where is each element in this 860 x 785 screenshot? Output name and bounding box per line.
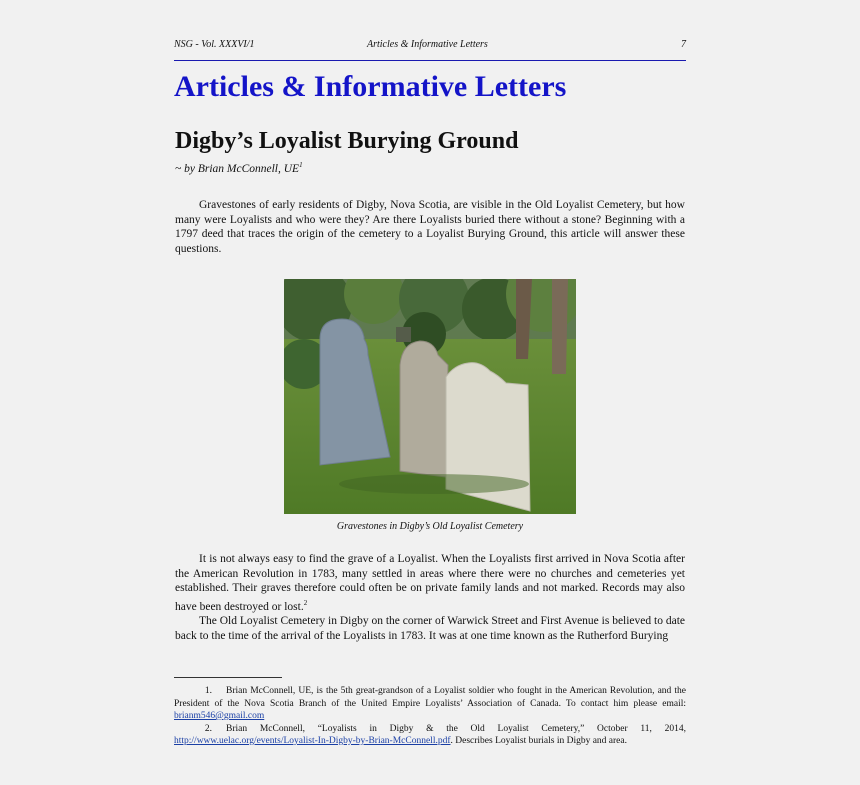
article-title: Digby’s Loyalist Burying Ground (175, 128, 519, 154)
running-header (174, 39, 686, 53)
byline-footnote-ref[interactable]: 1 (299, 161, 303, 169)
footnote-number: 2. (204, 723, 212, 734)
footnote-1 (174, 685, 686, 723)
body-paragraph-2-text: It is not always easy to find the grave of a Loyalist. When the Loyalists first arrived in Nova Scotia after the American Revolution in 1783, many settled in areas where there were no churches and cemeteries yet established. Their graves therefore could often be on private family lands and not marked. Records may also have been destroyed or lost. (175, 553, 685, 613)
footnote-text: Brian McConnell, UE, is the 5th great-grandson of a Loyalist soldier who fought in the American Revolution, and the President of the Nova Scotia Branch of the United Empire Loyalists’ Association of Canada. To contact him please email: (174, 686, 686, 709)
footnote-ref-2[interactable]: 2 (303, 598, 308, 607)
footnote-text: Brian McConnell, “Loyalists in Digby & the Old Loyalist Cemetery,” October 11, 2014, (226, 723, 686, 734)
figure-caption: Gravestones in Digby’s Old Loyalist Cemetery (336, 521, 524, 532)
body-paragraph-2 (175, 552, 685, 614)
body-paragraph-3: The Old Loyalist Cemetery in Digby on the corner of Warwick Street and First Avenue is believed to date back to the time of the arrival of the Loyalists in 1783. It was at one time known as the Rutherford Burying (175, 615, 685, 642)
byline (175, 161, 303, 175)
intro-paragraph: Gravestones of early residents of Digby, Nova Scotia, are visible in the Old Loyalist Cemetery, but how many were Loyalists and who were they? Are there Loyalists buried there without a stone? Beginning with a 1797 deed that traces the origin of the cemetery to a Loyalist Burying Ground, this article will answer these questions. (175, 199, 685, 255)
email-link[interactable]: brianm546@gmail.com (174, 711, 265, 721)
footnote-2 (174, 723, 686, 748)
journal-volume: NSG - Vol. XXXVI/1 (174, 39, 255, 50)
section-title: Articles & Informative Letters (174, 70, 567, 103)
gravestones-photo (284, 279, 576, 514)
running-section-title: Articles & Informative Letters (367, 39, 488, 50)
header-rule (174, 60, 686, 61)
footnote-after: . Describes Loyalist burials in Digby and area. (450, 736, 627, 746)
footnotes (174, 685, 686, 748)
footnote-rule (174, 677, 282, 678)
byline-text: ~ by Brian McConnell, UE (175, 162, 300, 175)
footnote-number: 1. (204, 686, 212, 696)
page-number: 7 (681, 39, 686, 50)
url-link[interactable]: http://www.uelac.org/events/Loyalist-In-Digby-by-Brian-McConnell.pdf (174, 736, 451, 746)
